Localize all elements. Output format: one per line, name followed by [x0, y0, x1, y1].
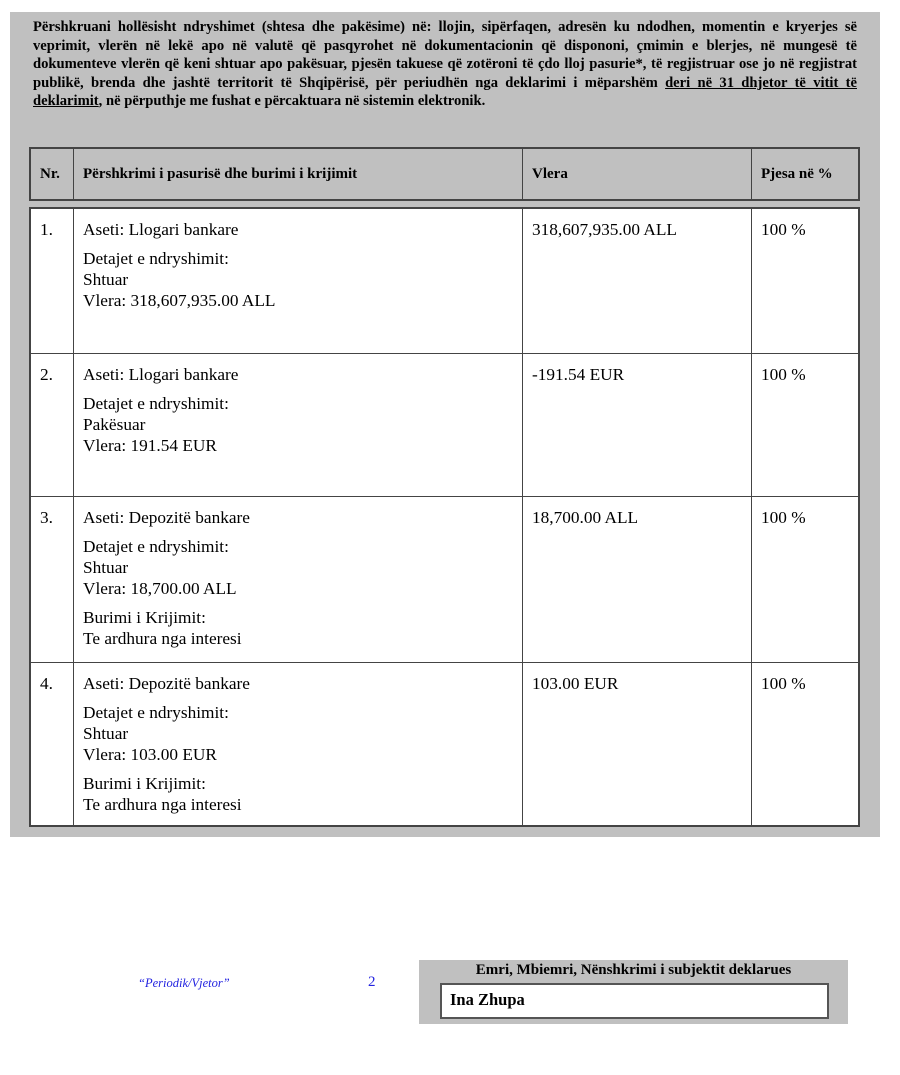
row-nr: 3.: [31, 497, 74, 662]
row-value: -191.54 EUR: [523, 354, 752, 496]
row-share: 100 %: [761, 365, 806, 384]
asset-type: Aseti: Llogari bankare: [83, 365, 239, 384]
table-row: [31, 354, 858, 497]
row-share: 100 %: [761, 674, 806, 693]
declaration-type-label: “Periodik/Vjetor”: [138, 976, 230, 990]
row-value: 318,607,935.00 ALL: [523, 209, 752, 353]
row-description: [74, 354, 523, 496]
row-value: 18,700.00 ALL: [523, 497, 752, 662]
source-value: Te ardhura nga interesi: [83, 795, 242, 814]
change-value: Vlera: 103.00 EUR: [83, 745, 217, 764]
source-label: Burimi i Krijimit:: [83, 608, 206, 627]
details-label: Detajet e ndryshimit:: [83, 394, 229, 413]
details-label: Detajet e ndryshimit:: [83, 703, 229, 722]
asset-type: Aseti: Llogari bankare: [83, 220, 239, 239]
source-value: Te ardhura nga interesi: [83, 629, 242, 648]
row-nr: 4.: [31, 663, 74, 825]
page-number: 2: [368, 974, 376, 990]
header-description: Përshkrimi i pasurisë dhe burimi i krijimit: [74, 149, 523, 199]
change-value: Vlera: 191.54 EUR: [83, 436, 217, 455]
table-row: [31, 663, 858, 825]
row-nr: 1.: [31, 209, 74, 353]
change-type: Shtuar: [83, 724, 129, 743]
assets-table: [29, 207, 860, 827]
details-label: Detajet e ndryshimit:: [83, 249, 229, 268]
instructions-text-part: Përshkruani hollësisht ndryshimet (shtesa dhe pakësime) në: llojin, sipërfaqen, adresën ku ndodhen, momentin e kryerjes së veprimit, vlerën në lekë apo në valutë që pasqyrohet në dokumentacionin që dispononi, çmimin e blerjes, në mungesë të dokumenteve vlerën që keni shtuar apo pakësuar, pjesën takuese që zotëroni të çdo lloj pasurie*, të regjistruar ose jo në regjistrat publikë, brenda dhe jashtë territorit të Shqipërisë, për periudhën nga deklarimi i mëparshëm: [33, 19, 857, 91]
row-share: 100 %: [761, 508, 806, 527]
asset-type: Aseti: Depozitë bankare: [83, 508, 250, 527]
change-value: Vlera: 18,700.00 ALL: [83, 579, 237, 598]
details-label: Detajet e ndryshimit:: [83, 537, 229, 556]
row-nr: 2.: [31, 354, 74, 496]
row-description: [74, 497, 523, 662]
source-label: Burimi i Krijimit:: [83, 774, 206, 793]
change-value: Vlera: 318,607,935.00 ALL: [83, 291, 276, 310]
row-share: 100 %: [761, 220, 806, 239]
header-share: Pjesa në %: [761, 165, 833, 182]
signature-label: Emri, Mbiemri, Nënshkrimi i subjektit deklarues: [475, 962, 792, 978]
table-row: [31, 209, 858, 354]
change-type: Shtuar: [83, 270, 129, 289]
instructions-text-end: , në përputhje me fushat e përcaktuara në sistemin elektronik.: [98, 93, 486, 110]
table-header: [29, 147, 860, 201]
asset-type: Aseti: Depozitë bankare: [83, 674, 250, 693]
instructions-text: [33, 18, 857, 111]
change-type: Shtuar: [83, 558, 129, 577]
header-nr: Nr.: [31, 149, 74, 199]
row-value: 103.00 EUR: [523, 663, 752, 825]
instructions-deadline: deri në 31 dhjetor të vitit të deklarimit: [33, 74, 857, 110]
row-description: [74, 663, 523, 825]
signature-box: [419, 960, 848, 1024]
table-row: [31, 497, 858, 663]
header-value: Vlera: [523, 149, 752, 199]
signature-field: Ina Zhupa: [440, 983, 829, 1019]
row-description: [74, 209, 523, 353]
change-type: Pakësuar: [83, 415, 146, 434]
